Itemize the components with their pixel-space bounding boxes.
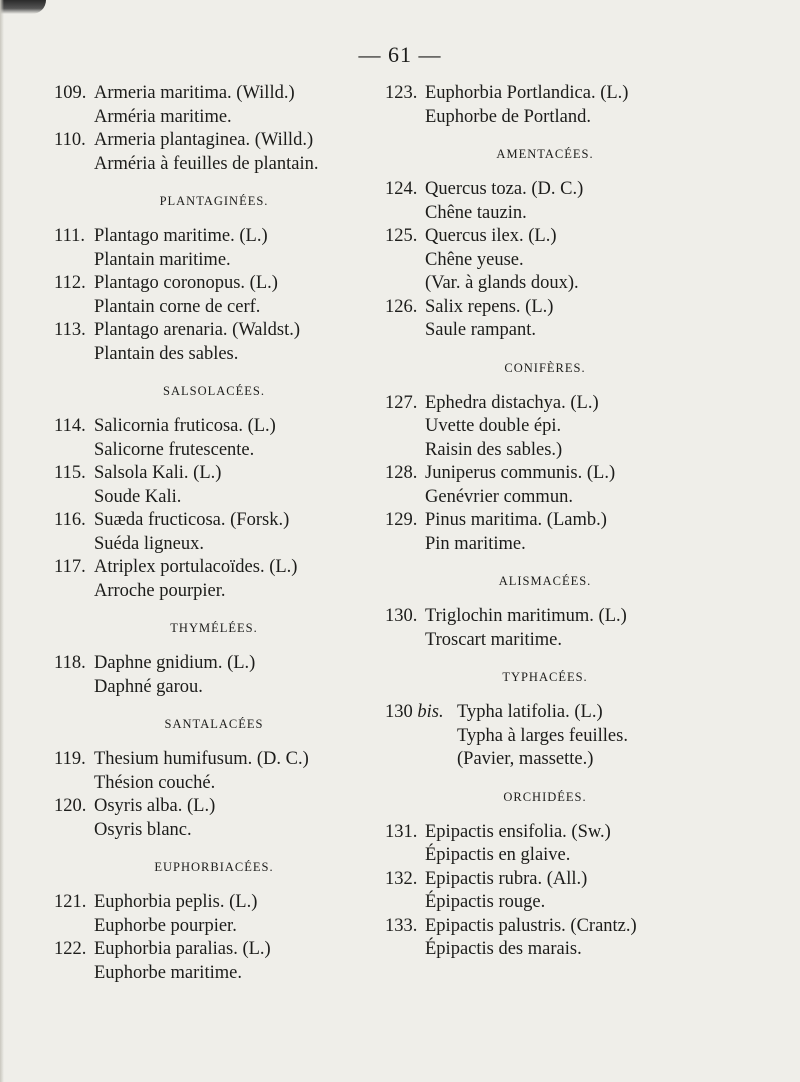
common-name: Plantain maritime. [94, 249, 231, 270]
latin-name: Epipactis palustris. (Crantz.) [425, 915, 637, 936]
section-heading: ALISMACÉES. [498, 574, 592, 588]
latin-name: Osyris alba. (L.) [94, 796, 216, 816]
species-entry [385, 821, 685, 868]
common-name: Chêne tauzin. [425, 202, 527, 223]
latin-name: Atriplex portulacoïdes. (L.) [94, 557, 298, 577]
entry-number: 129. [385, 510, 418, 530]
species-entry [385, 701, 685, 772]
left-column [54, 82, 354, 985]
entry-number: 121. [54, 892, 87, 912]
common-name: Salicorne frutescente. [94, 439, 255, 460]
entry-number: 130 bis. [385, 702, 444, 722]
latin-name: Typha latifolia. (L.) [457, 702, 603, 722]
latin-name: Epipactis ensifolia. (Sw.) [425, 821, 611, 842]
species-entry [385, 915, 685, 962]
section-heading: SALSOLACÉES. [163, 384, 265, 398]
entry-number: 123. [385, 83, 418, 103]
species-entry [54, 509, 354, 556]
common-name: Saule rampant. [425, 320, 536, 340]
entry-number: 112. [54, 273, 86, 293]
entry-number: 116. [54, 510, 86, 530]
latin-name: Epipactis rubra. (All.) [425, 868, 588, 889]
section-heading: CONIFÈRES. [504, 360, 586, 375]
common-name: Épipactis en glaive. [425, 845, 571, 865]
species-entry [385, 462, 685, 509]
entry-number: 118. [54, 653, 86, 673]
common-name: (Pavier, massette.) [457, 749, 594, 769]
latin-name: Plantago coronopus. (L.) [94, 273, 278, 293]
right-column [385, 82, 685, 962]
common-name: Thésion couché. [94, 772, 216, 793]
section-heading: AMENTACÉES. [496, 147, 594, 161]
entry-number: 124. [385, 179, 418, 199]
species-entry [54, 225, 354, 272]
latin-name: Quercus ilex. (L.) [425, 226, 557, 246]
latin-name: Triglochin maritimum. (L.) [425, 606, 627, 626]
species-entry [385, 868, 685, 915]
common-name: Typha à larges feuilles. [457, 725, 628, 746]
latin-name: Euphorbia peplis. (L.) [94, 892, 258, 912]
entry-number: 131. [385, 821, 418, 842]
common-name: Soude Kali. [94, 486, 182, 507]
common-name: Uvette double épi. [425, 416, 562, 436]
common-name: Euphorbe pourpier. [94, 915, 237, 936]
species-entry [385, 225, 685, 296]
species-entry [54, 795, 354, 842]
page-number: — 61 — [358, 42, 442, 67]
species-entry [385, 509, 685, 556]
species-entry [385, 296, 685, 343]
latin-name: Pinus maritima. (Lamb.) [425, 510, 607, 530]
section-heading: PLANTAGINÉES. [159, 194, 269, 208]
entry-number: 115. [54, 463, 86, 483]
entry-number: 132. [385, 868, 418, 889]
entry-number: 133. [385, 915, 418, 936]
common-name: Daphné garou. [94, 676, 203, 697]
species-entry [54, 319, 354, 366]
species-entry [54, 652, 354, 699]
latin-name: Ephedra distachya. (L.) [425, 392, 599, 413]
section-heading: SANTALACÉES [164, 717, 264, 731]
page-edge-shadow [0, 0, 4, 1082]
latin-name: Euphorbia Portlandica. (L.) [425, 83, 629, 103]
entry-number: 109. [54, 83, 87, 103]
latin-name: Plantago arenaria. (Waldst.) [94, 320, 301, 340]
entry-number: 127. [385, 392, 418, 413]
latin-name: Euphorbia paralias. (L.) [94, 939, 271, 959]
species-entry [385, 178, 685, 225]
latin-name: Daphne gnidium. (L.) [94, 653, 256, 673]
species-entry [54, 462, 354, 509]
entry-number: 122. [54, 939, 87, 959]
latin-name: Juniperus communis. (L.) [425, 463, 616, 483]
common-name: Troscart maritime. [425, 629, 563, 650]
species-entry [385, 392, 685, 463]
common-name: Arméria à feuilles de plantain. [94, 153, 319, 174]
entry-number: 119. [54, 749, 86, 769]
species-entry [54, 556, 354, 603]
entry-number: 125. [385, 226, 418, 246]
section-heading: TYPHACÉES. [502, 670, 588, 684]
species-entry [54, 938, 354, 985]
entry-number: 128. [385, 463, 418, 483]
section-heading: ORCHIDÉES. [503, 789, 587, 804]
common-name: Genévrier commun. [425, 486, 573, 507]
common-name: Épipactis rouge. [425, 892, 546, 912]
latin-name: Armeria maritima. (Willd.) [94, 83, 295, 103]
common-name: Euphorbe de Portland. [425, 106, 591, 127]
entry-number: 126. [385, 296, 418, 317]
common-name: Euphorbe maritime. [94, 962, 242, 983]
entry-number: 110. [54, 130, 86, 150]
section-heading: EUPHORBIACÉES. [154, 860, 274, 874]
latin-name: Thesium humifusum. (D. C.) [94, 749, 309, 769]
common-name: Plantain des sables. [94, 343, 239, 364]
species-entry [385, 605, 685, 652]
latin-name: Salix repens. (L.) [425, 296, 554, 317]
species-entry [54, 415, 354, 462]
entry-number: 117. [54, 557, 86, 577]
page-corner-shadow [0, 0, 46, 14]
species-entry [54, 272, 354, 319]
species-entry [54, 129, 354, 176]
species-entry [54, 82, 354, 129]
entry-number: 130. [385, 606, 418, 626]
common-name: Arroche pourpier. [94, 580, 226, 601]
latin-name: Armeria plantaginea. (Willd.) [94, 130, 314, 150]
common-name: Raisin des sables.) [425, 439, 563, 460]
latin-name: Suæda fructicosa. (Forsk.) [94, 510, 290, 530]
entry-number: 120. [54, 796, 87, 816]
latin-name: Plantago maritime. (L.) [94, 226, 268, 246]
species-entry [54, 891, 354, 938]
latin-name: Salicornia fruticosa. (L.) [94, 416, 276, 436]
common-name: Épipactis des marais. [425, 939, 582, 959]
entry-number: 113. [54, 320, 86, 340]
species-entry [54, 748, 354, 795]
common-name: (Var. à glands doux). [425, 273, 579, 293]
latin-name: Salsola Kali. (L.) [94, 463, 222, 483]
common-name: Plantain corne de cerf. [94, 296, 261, 317]
species-entry [385, 82, 685, 129]
section-heading: THYMÉLÉES. [170, 621, 258, 635]
common-name: Osyris blanc. [94, 819, 192, 840]
latin-name: Quercus toza. (D. C.) [425, 179, 584, 199]
entry-number: 114. [54, 416, 86, 436]
entry-number-suffix: bis. [417, 702, 444, 722]
common-name: Chêne yeuse. [425, 249, 524, 270]
common-name: Arméria maritime. [94, 106, 232, 127]
common-name: Suéda ligneux. [94, 533, 204, 554]
common-name: Pin maritime. [425, 533, 526, 554]
entry-number: 111. [54, 226, 86, 246]
